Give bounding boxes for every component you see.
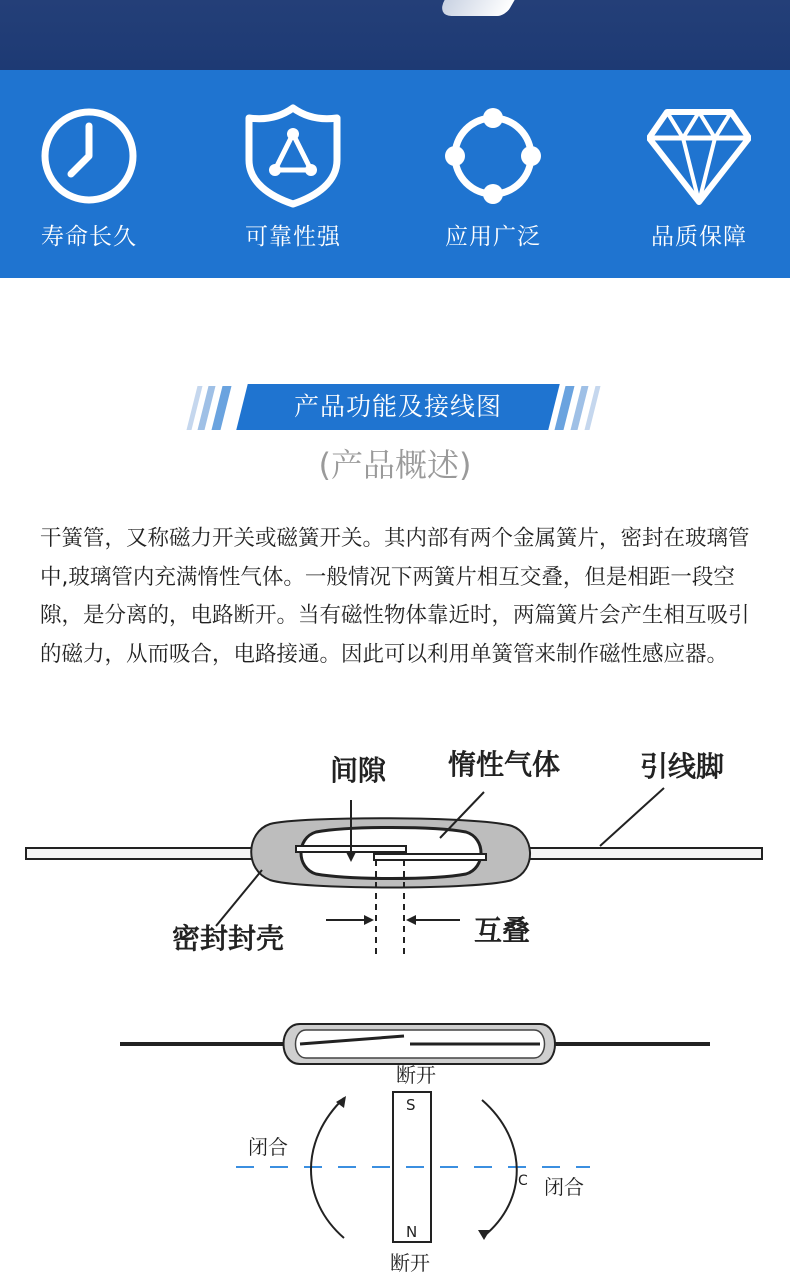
section-subtitle: (产品概述) <box>318 446 472 484</box>
feature-quality <box>604 70 790 278</box>
feature-label: 可靠性强 <box>245 224 341 250</box>
diamond-icon <box>647 104 751 208</box>
label-mark-c: C <box>518 1173 528 1189</box>
label-close-right: 闭合 <box>544 1175 584 1199</box>
feature-longevity <box>0 70 184 278</box>
label-lead: 引线脚 <box>640 750 725 783</box>
reed-blade-right <box>374 854 486 860</box>
orbit-icon <box>441 104 545 208</box>
feature-reliability <box>198 70 388 278</box>
feature-label: 寿命长久 <box>41 224 137 250</box>
clock-icon <box>37 104 141 208</box>
magnet-pole-s: S <box>406 1096 416 1114</box>
decor-stripe <box>585 386 601 430</box>
label-open-bottom: 断开 <box>390 1251 430 1275</box>
label-seal-shell: 密封封壳 <box>172 922 285 955</box>
feature-band <box>0 70 790 278</box>
label-gap: 间隙 <box>330 754 387 787</box>
feature-label: 品质保障 <box>651 224 747 250</box>
shield-icon <box>241 104 345 208</box>
shell-pointer <box>216 870 262 926</box>
feature-label: 应用广泛 <box>445 224 541 250</box>
label-close-left: 闭合 <box>248 1135 288 1159</box>
label-inert-gas: 惰性气体 <box>448 748 561 781</box>
section-heading <box>0 384 790 432</box>
label-open-top: 断开 <box>396 1063 436 1087</box>
feature-versatility <box>398 70 588 278</box>
magnet-pole-n: N <box>406 1223 418 1241</box>
action-diagram <box>120 1024 710 1275</box>
product-edge-glint <box>435 0 514 16</box>
decor-stripe <box>212 386 232 430</box>
description-paragraph: 干簧管，又称磁力开关或磁簧开关。其内部有两个金属簧片，密封在玻璃管中,玻璃管内充满惰性气体。一般情况下两簧片相互交叠，但是相距一段空隙，是分离的，电路断开。当有磁性物体靠近时，两篇簧片会产生相互吸引的磁力，从而吸合，电路接通。因此可以利用单簧管来制作磁性感应器。 <box>40 526 750 667</box>
top-banner-strip <box>0 0 790 70</box>
reed-switch-diagrams <box>0 730 790 1280</box>
section-title: 产品功能及接线图 <box>293 392 502 421</box>
lead-pointer <box>600 788 664 846</box>
structure-diagram <box>26 748 762 956</box>
label-overlap: 互叠 <box>474 914 531 947</box>
